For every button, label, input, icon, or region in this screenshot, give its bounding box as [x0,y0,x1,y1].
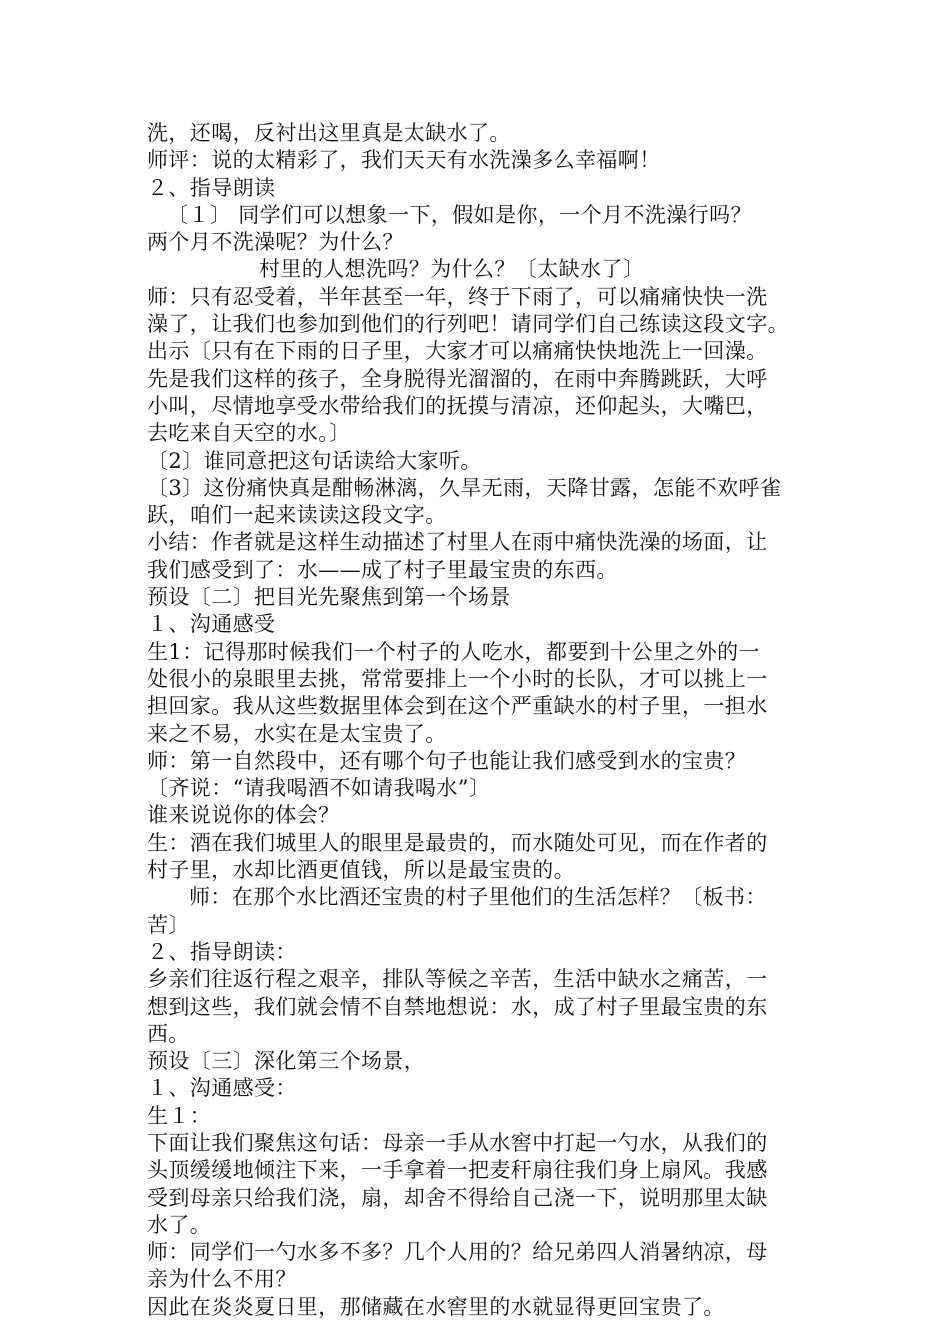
text-line: 苦〕 [147,912,190,937]
text-line: 师：只有忍受着，半年甚至一年，终于下雨了，可以痛痛快快一洗 [147,284,768,309]
text-line: 师：同学们一勺水多不多？几个人用的？给兄弟四人消暑纳凉，母 [147,1240,768,1265]
text-line: 两个月不洗澡呢？为什么？ [147,230,404,255]
text-line: 担回家。我从这些数据里体会到在这个严重缺水的村子里，一担水 [147,694,768,719]
text-line: 澡了，让我们也参加到他们的行列吧！请同学们自己练读这段文字。 [147,312,789,337]
section-heading: ２、指导朗读： [147,939,297,964]
text-line: 村子里，水却比酒更值钱，所以是最宝贵的。 [147,858,575,883]
text-line: 来之不易，水实在是太宝贵了。 [147,721,447,746]
section-heading: 预设〔三〕深化第三个场景， [147,1049,426,1074]
text-line: 水了。 [147,1212,212,1237]
text-line: 小叫，尽情地享受水带给我们的抚摸与清凉，还仰起头，大嘴巴， [147,393,768,418]
text-line: 西。 [147,1021,190,1046]
text-line: 村里的人想洗吗？为什么？〔太缺水了〕 [259,257,645,282]
text-line: 处很小的泉眼里去挑，常常要排上一个小时的长队，才可以挑上一 [147,666,768,691]
text-line: 生1：记得那时候我们一个村子的人吃水，都要到十公里之外的一 [147,639,760,664]
text-line: 师：在那个水比酒还宝贵的村子里他们的生活怎样？〔板书： [189,885,767,910]
text-line: 出示〔只有在下雨的日子里，大家才可以痛痛快快地洗上一回澡。 [147,339,768,364]
text-line: 受到母亲只给我们浇，扇，却舍不得给自己浇一下，说明那里太缺 [147,1185,768,1210]
section-heading: １、沟通感受 [147,612,276,637]
text-line: 因此在炎炎夏日里，那储藏在水窖里的水就显得更回宝贵了。 [147,1294,725,1319]
text-line: 〔3〕这份痛快真是酣畅淋漓，久旱无雨，天降甘露，怎能不欢呼雀 [147,475,782,500]
text-line: 〔１〕 同学们可以想象一下，假如是你，一个月不洗澡行吗？ [167,202,752,227]
text-line: 谁来说说你的体会？ [147,803,340,828]
text-line: 师评：说的太精彩了，我们天天有水洗澡多么幸福啊！ [147,148,661,173]
text-line: 生１： [147,1103,212,1128]
text-line: 跃，咱们一起来读读这段文字。 [147,503,447,528]
section-heading: 预设〔二〕把目光先聚焦到第一个场景 [147,585,511,610]
text-line: 洗，还喝，反衬出这里真是太缺水了。 [147,121,511,145]
text-line: 师：第一自然段中，还有哪个句子也能让我们感受到水的宝贵？ [147,748,747,773]
text-line: 乡亲们往返行程之艰辛，排队等候之辛苦，生活中缺水之痛苦，一 [147,967,768,992]
section-heading: ２、指导朗读 [147,175,276,200]
text-line: 我们感受到了：水——成了村子里最宝贵的东西。 [147,557,618,582]
text-line: 生：酒在我们城里人的眼里是最贵的，而水随处可见，而在作者的 [147,830,768,855]
text-line: 头顶缓缓地倾注下来，一手拿着一把麦秆扇往我们身上扇风。我感 [147,1158,768,1183]
text-line: 亲为什么不用？ [147,1267,297,1292]
text-line: 下面让我们聚焦这句话：母亲一手从水窖中打起一勺水，从我们的 [147,1130,768,1155]
section-heading: １、沟通感受： [147,1076,297,1101]
text-line: 〔2〕谁同意把这句话读给大家听。 [147,448,482,473]
text-line: 先是我们这样的孩子，全身脱得光溜溜的，在雨中奔腾跳跃，大呼 [147,366,768,391]
text-line: 去吃来自天空的水。〕 [147,421,351,446]
text-line: 想到这些，我们就会情不自禁地想说：水，成了村子里最宝贵的东 [147,994,768,1019]
text-line: 小结：作者就是这样生动描述了村里人在雨中痛快洗澡的场面，让 [147,530,768,555]
text-line: 〔齐说：“请我喝酒不如请我喝水”〕 [147,776,491,801]
document-page [147,120,817,1321]
